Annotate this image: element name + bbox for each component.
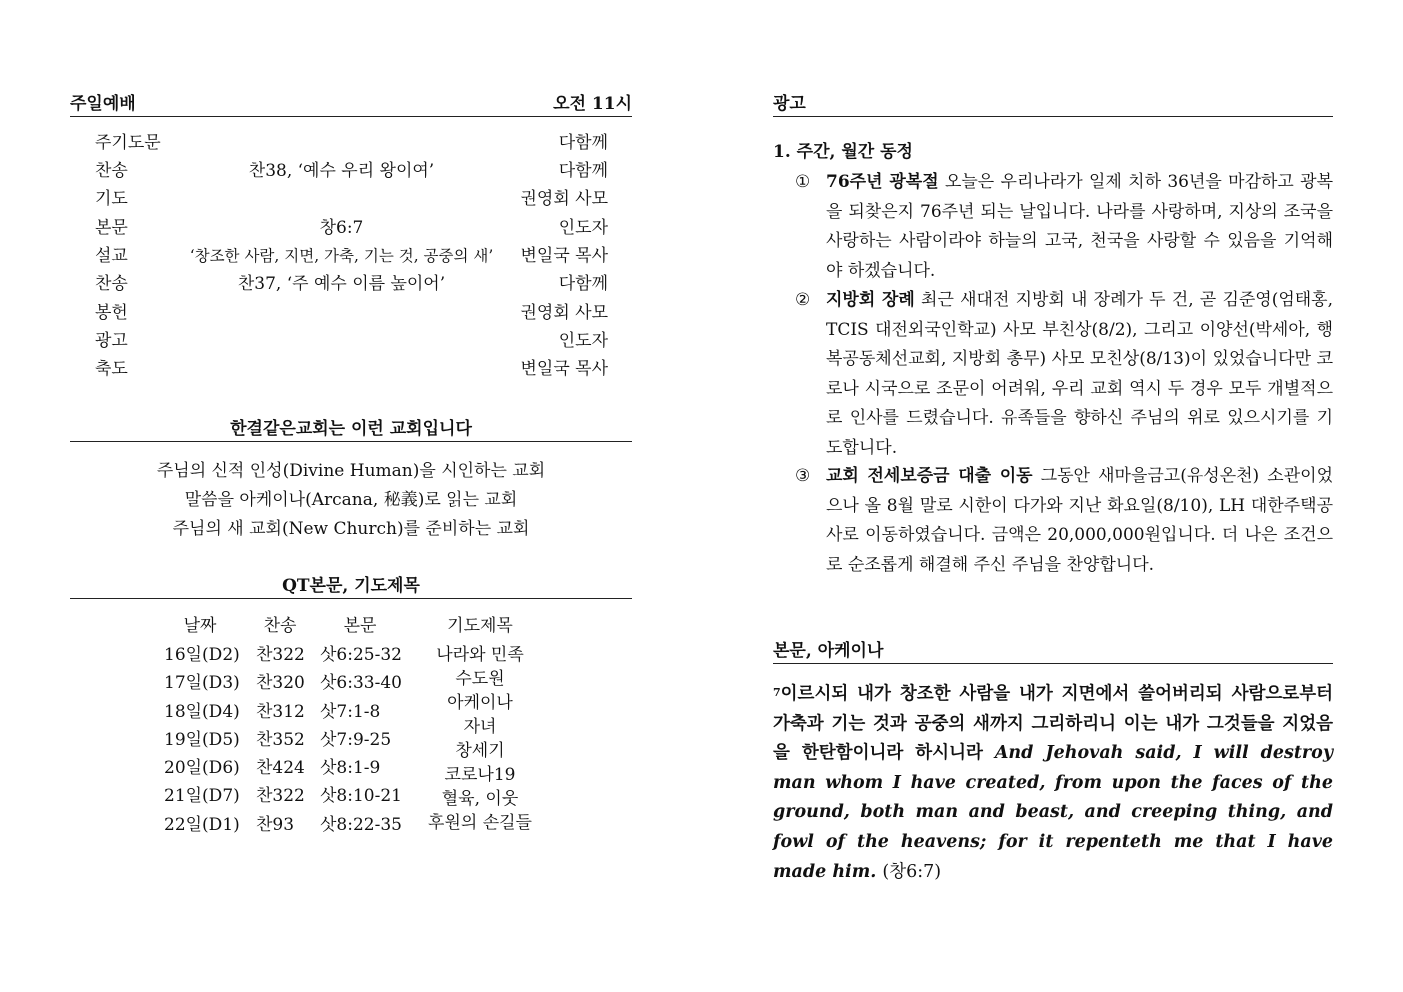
- order-leader: 변일국 목사: [520, 359, 608, 379]
- order-leader: 권영회 사모: [520, 189, 608, 209]
- order-item: 설교: [95, 246, 128, 266]
- order-detail: ‘창조한 사람, 지면, 가축, 기는 것, 공중의 새’: [189, 247, 494, 265]
- order-row: [95, 216, 608, 240]
- qt-title: QT본문, 기도제목: [282, 576, 420, 596]
- church-description-line: 주님의 새 교회(New Church)를 준비하는 교회: [172, 519, 530, 539]
- scripture-passage: [773, 680, 1333, 887]
- order-item: 본문: [95, 218, 128, 238]
- order-leader: 권영회 사모: [520, 303, 608, 323]
- qt-hymn: 찬312: [256, 702, 305, 722]
- order-row: [95, 301, 608, 325]
- order-leader: 인도자: [558, 331, 608, 351]
- order-leader: 다함께: [558, 274, 608, 294]
- order-item: 찬송: [95, 161, 128, 181]
- announcements-section-heading: 1. 주간, 월간 동정: [773, 142, 913, 162]
- announcement-number: ②: [795, 290, 811, 310]
- qt-header-prayer: 기도제목: [447, 616, 513, 636]
- order-detail: 찬37, ‘주 예수 이름 높이어’: [237, 274, 446, 294]
- church-title: 한결같은교회는 이런 교회입니다: [230, 419, 472, 439]
- qt-text: 삿8:1-9: [320, 758, 381, 778]
- order-item: 주기도문: [95, 133, 161, 153]
- order-item: 광고: [95, 331, 128, 351]
- qt-date: 21일(D7): [164, 786, 240, 806]
- order-leader: 다함께: [558, 133, 608, 153]
- order-row: [95, 159, 608, 183]
- order-detail: 찬38, ‘예수 우리 왕이여’: [248, 161, 435, 181]
- order-row: [95, 187, 608, 211]
- qt-date: 22일(D1): [164, 815, 240, 835]
- qt-date: 17일(D3): [164, 673, 240, 693]
- qt-prayer: 후원의 손길들: [428, 813, 532, 833]
- announcement-title: 교회 전세보증금 대출 이동: [826, 466, 1033, 486]
- qt-date: 16일(D2): [164, 645, 240, 665]
- qt-date: 18일(D4): [164, 702, 240, 722]
- qt-header-date: 날짜: [183, 616, 217, 636]
- qt-prayer: 자녀: [463, 717, 497, 737]
- scripture-english: And Jehovah said, I will destroy man whom I have created, from upon the faces of the ground, both man and beast, and creeping thing, and fowl of the heavens; for it repenteth me that I have made him.: [773, 743, 1333, 882]
- qt-hymn: 찬320: [256, 673, 305, 693]
- qt-text: 삿6:33-40: [320, 673, 402, 693]
- qt-heading: [70, 576, 632, 599]
- order-row: [95, 272, 608, 296]
- announcement-item: [795, 286, 1333, 464]
- church-description-line: 말씀을 아케이나(Arcana, 秘義)로 읽는 교회: [184, 490, 518, 510]
- announcement-text: 오늘은 우리나라가 일제 치하 36년을 마감하고 광복을 되찾은지 76주년 되는 날입니다. 나라를 사랑하며, 지상의 조국을 사랑하는 사람이라야 하늘의 고국, 천국을 사랑할 수 있음을 기억해야 하겠습니다.: [826, 172, 1334, 281]
- qt-prayer: 창세기: [455, 741, 505, 761]
- worship-time: 오전 11시: [553, 94, 632, 114]
- order-leader: 인도자: [558, 218, 608, 238]
- order-detail: 창6:7: [319, 218, 364, 238]
- announcement-title: 지방회 장례: [826, 290, 915, 310]
- order-item: 기도: [95, 189, 128, 209]
- order-row: [95, 244, 608, 268]
- worship-title: 주일예배: [70, 94, 136, 114]
- church-description-line: 주님의 신적 인성(Divine Human)을 시인하는 교회: [156, 461, 546, 481]
- qt-text: 삿8:10-21: [320, 786, 402, 806]
- announcements-header: [773, 94, 1333, 117]
- qt-prayer: 나라와 민족: [436, 645, 524, 665]
- church-heading: [70, 419, 632, 442]
- qt-prayer: 수도원: [455, 669, 505, 689]
- qt-hymn: 찬322: [256, 645, 305, 665]
- announcement-number: ③: [795, 466, 811, 486]
- qt-date: 19일(D5): [164, 730, 240, 750]
- order-item: 봉헌: [95, 303, 128, 323]
- qt-hymn: 찬352: [256, 730, 305, 750]
- announcement-text: 그동안 새마을금고(유성온천) 소관이었으나 올 8월 말로 시한이 다가와 지난 화요일(8/10), LH 대한주택공사로 이동하였습니다. 금액은 20,000,000원입니다. 더 나은 조건으로 순조롭게 해결해 주신 주님을 찬양합니다.: [826, 466, 1333, 575]
- scripture-reference: (창6:7): [882, 861, 942, 882]
- announcement-number: ①: [795, 172, 811, 192]
- announcements-title: 광고: [773, 94, 806, 114]
- qt-prayer: 아케이나: [447, 693, 513, 713]
- qt-hymn: 찬322: [256, 786, 305, 806]
- announcement-text: 최근 새대전 지방회 내 장례가 두 건, 곧 김준영(엄태홍, TCIS 대전외국인학교) 사모 부친상(8/2), 그리고 이양선(박세아, 행복공동체선교회, 지방회 총무) 사모 모친상(8/13)이 있었습니다만 코로나 시국으로 조문이 어려워, 우리 교회 역시 두 경우 모두 개별적으로 인사를 드렸습니다. 유족들을 향하신 주님의 위로 있으시기를 기도합니다.: [826, 290, 1334, 458]
- announcement-item: [795, 462, 1333, 580]
- qt-prayer: 코로나19: [444, 765, 516, 785]
- qt-hymn: 찬424: [256, 758, 305, 778]
- qt-hymn: 찬93: [256, 815, 295, 835]
- qt-header-hymn: 찬송: [263, 616, 297, 636]
- order-row: [95, 357, 608, 381]
- qt-text: 삿7:1-8: [320, 702, 381, 722]
- announcement-title: 76주년 광복절: [826, 172, 939, 192]
- worship-header: [70, 94, 632, 117]
- scripture-header: [773, 641, 1333, 664]
- order-row: [95, 329, 608, 353]
- order-row: [95, 131, 608, 155]
- qt-text: 삿7:9-25: [320, 730, 392, 750]
- announcement-item: [795, 168, 1333, 286]
- order-item: 축도: [95, 359, 128, 379]
- qt-date: 20일(D6): [164, 758, 240, 778]
- scripture-korean: 이르시되 내가 창조한 사람을 내가 지면에서 쓸어버리되 사람으로부터 가축과 기는 것과 공중의 새까지 그리하리니 이는 내가 그것들을 지었음을 한탄함이니라 하시니라: [773, 684, 1333, 764]
- order-item: 찬송: [95, 274, 128, 294]
- scripture-title: 본문, 아케이나: [773, 641, 884, 661]
- verse-number: 7: [773, 686, 781, 699]
- order-leader: 변일국 목사: [520, 246, 608, 266]
- order-leader: 다함께: [558, 161, 608, 181]
- qt-text: 삿8:22-35: [320, 815, 402, 835]
- qt-header-text: 본문: [343, 616, 377, 636]
- qt-prayer: 혈육, 이웃: [441, 789, 519, 809]
- qt-text: 삿6:25-32: [320, 645, 402, 665]
